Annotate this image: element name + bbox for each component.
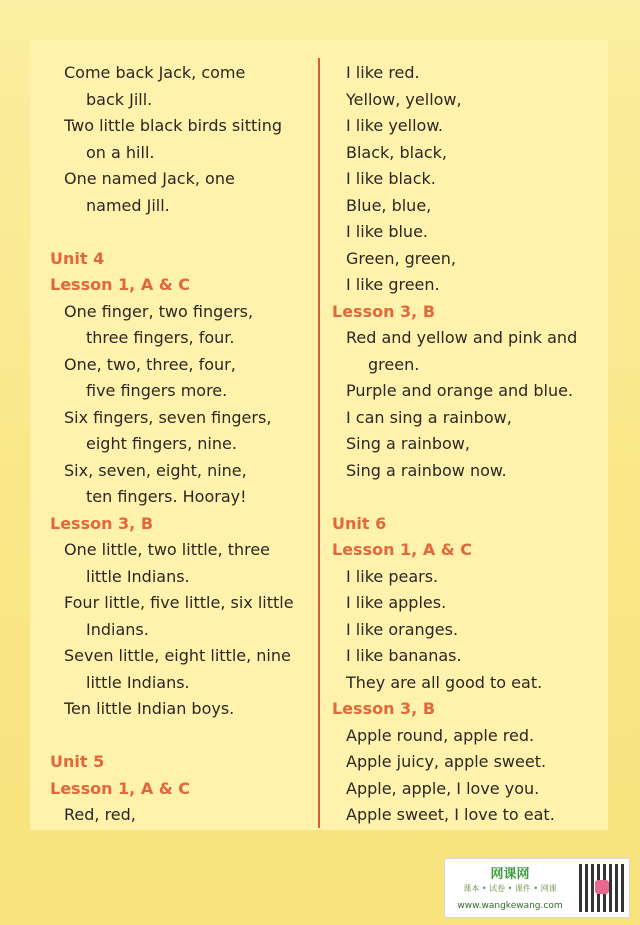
lyric-line: back Jill. xyxy=(86,89,153,109)
lyric-line: Six fingers, seven fingers, xyxy=(64,407,272,427)
lyric-line: Come back Jack, come xyxy=(64,63,246,82)
lyric-line: Two little black birds sitting xyxy=(64,116,282,135)
lyric-line: three fingers, four. xyxy=(86,328,235,347)
lyric-line: One finger, two fingers, xyxy=(64,301,254,321)
watermark-url: www.wangkewang.com xyxy=(457,901,563,911)
lyric-line: five fingers more. xyxy=(86,381,228,400)
section-heading: Lesson 1, A & C xyxy=(50,275,191,294)
section-heading: Lesson 1, A & C xyxy=(50,778,191,798)
lyric-line: Red and yellow and pink and xyxy=(346,328,578,347)
lyric-line: Blue, blue, xyxy=(346,195,432,215)
column-divider xyxy=(318,58,320,828)
left-column xyxy=(48,60,313,829)
lyric-line: green. xyxy=(368,354,420,374)
spacer xyxy=(330,484,620,511)
lyric-line: They are all good to eat. xyxy=(346,672,543,692)
lyric-line: One named Jack, one xyxy=(64,169,235,188)
spacer xyxy=(48,723,313,750)
lyric-line: Sing a rainbow now. xyxy=(346,460,507,480)
lyric-line: I like oranges. xyxy=(346,619,459,639)
qr-code-icon xyxy=(579,864,627,912)
lyric-line: I like apples. xyxy=(346,593,447,612)
lyric-line: Black, black, xyxy=(346,142,448,162)
lyric-line: named Jill. xyxy=(86,195,170,215)
section-heading: Unit 4 xyxy=(50,248,105,268)
lyric-line: Green, green, xyxy=(346,248,456,268)
lyric-line: Apple round, apple red. xyxy=(346,725,535,745)
watermark-subtitle: 课本 • 试卷 • 课件 • 网课 xyxy=(463,884,557,893)
spacer xyxy=(48,219,313,246)
lyric-line: I like yellow. xyxy=(346,116,444,135)
lyric-line: I like black. xyxy=(346,169,436,188)
watermark-badge xyxy=(444,858,630,918)
section-heading: Unit 6 xyxy=(332,513,387,533)
lyric-line: little Indians. xyxy=(86,672,190,692)
lyric-line: Ten little Indian boys. xyxy=(64,699,235,718)
lyric-line: I like blue. xyxy=(346,222,428,241)
lyric-line: One little, two little, three xyxy=(64,540,271,559)
lyric-line: ten fingers. Hooray! xyxy=(86,487,247,506)
section-heading: Lesson 1, A & C xyxy=(332,540,473,559)
lyric-line: One, two, three, four, xyxy=(64,354,236,374)
lyric-line: Purple and orange and blue. xyxy=(346,381,574,400)
lyric-line: Four little, five little, six little xyxy=(64,593,294,612)
lyric-line: Apple, apple, I love you. xyxy=(346,778,540,798)
lyric-line: Six, seven, eight, nine, xyxy=(64,460,247,480)
lyric-line: Seven little, eight little, nine xyxy=(64,646,291,665)
lyric-line: I like bananas. xyxy=(346,646,462,665)
lyric-line: Yellow, yellow, xyxy=(346,89,462,109)
lyric-line: Apple juicy, apple sweet. xyxy=(346,752,547,771)
right-column xyxy=(330,60,620,829)
section-heading: Lesson 3, B xyxy=(332,699,436,718)
lyric-line: Apple sweet, I love to eat. xyxy=(346,805,555,824)
lyric-line: I like green. xyxy=(346,275,440,294)
lyric-line: little Indians. xyxy=(86,566,190,586)
lyric-line: Red, red, xyxy=(64,805,136,824)
watermark-title: 网课网 xyxy=(490,867,530,882)
lyric-line: I like pears. xyxy=(346,566,439,586)
section-heading: Lesson 3, B xyxy=(332,301,436,321)
lyric-line: on a hill. xyxy=(86,142,155,162)
lyric-line: Sing a rainbow, xyxy=(346,434,470,453)
section-heading: Lesson 3, B xyxy=(50,513,154,533)
lyric-line: Indians. xyxy=(86,619,149,639)
section-heading: Unit 5 xyxy=(50,752,105,771)
lyric-line: I can sing a rainbow, xyxy=(346,407,512,427)
lyric-line: eight fingers, nine. xyxy=(86,434,237,453)
lyric-line: I like red. xyxy=(346,63,420,82)
